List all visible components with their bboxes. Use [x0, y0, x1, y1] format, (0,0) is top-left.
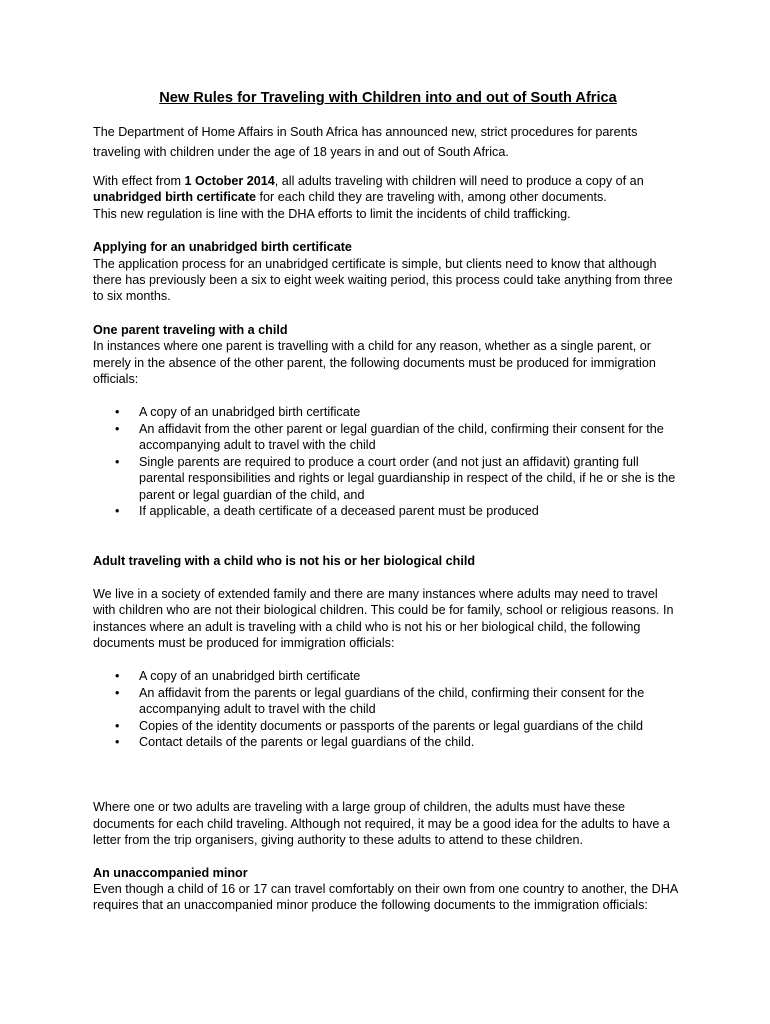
- minor-section: [93, 865, 683, 914]
- bullet-icon: •: [115, 718, 120, 733]
- minor-heading: An unaccompanied minor: [93, 865, 248, 880]
- list-item: [93, 454, 683, 503]
- list-item-text: An affidavit from the other parent or legal guardian of the child, confirming their consent for the accompanying adult to travel with the child: [139, 421, 664, 453]
- bullet-icon: •: [115, 503, 120, 518]
- list-item-text: If applicable, a death certificate of a deceased parent must be produced: [139, 503, 539, 518]
- list-item-text: Copies of the identity documents or passports of the parents or legal guardians of the child: [139, 718, 644, 733]
- effect-paragraph: [93, 173, 683, 222]
- adult-text: We live in a society of extended family and there are many instances where adults may need to travel with children who are not their biological children. This could be for family, school or religious reasons. In instances where an adult is traveling with a child who is not his or her biological child, the following documents must be produced for immigration officials:: [93, 586, 674, 650]
- adult-heading: Adult traveling with a child who is not his or her biological child: [93, 554, 476, 569]
- effect-regulation-line: This new regulation is line with the DHA efforts to limit the incidents of child trafficking.: [93, 206, 571, 221]
- list-item-text: Contact details of the parents or legal guardians of the child.: [139, 734, 475, 749]
- one-parent-section: [93, 322, 683, 388]
- one-parent-document-list: [93, 404, 683, 519]
- effect-text: [93, 173, 683, 206]
- list-item: [93, 421, 683, 454]
- effect-date: 1 October 2014: [184, 174, 275, 188]
- list-item-text: A copy of an unabridged birth certificate: [139, 405, 361, 420]
- list-item-text: Single parents are required to produce a court order (and not just an affidavit) granting full parental responsibilities and rights or legal guardianship in respect of the child, if he or she is the parent or legal guardian of the child, and: [139, 454, 676, 502]
- list-item: [93, 718, 683, 734]
- effect-text-part1: With effect from: [93, 174, 185, 188]
- minor-text: Even though a child of 16 or 17 can travel comfortably on their own from one country to another, the DHA requires that an unaccompanied minor produce the following documents to the immigration officials:: [93, 882, 678, 913]
- bullet-icon: •: [115, 405, 120, 420]
- group-paragraph: Where one or two adults are traveling with a large group of children, the adults must have these documents for each child traveling. Although not required, it may be a good idea for the adults to have a letter from the trip organisers, giving authority to these adults to attend to these children.: [93, 800, 670, 848]
- applying-section: [93, 239, 683, 305]
- intro-paragraph: The Department of Home Affairs in South Africa has announced new, strict procedures for parents traveling with children under the age of 18 years in and out of South Africa.: [93, 125, 638, 159]
- applying-text: The application process for an unabridged certificate is simple, but clients need to know that although there has previously been a six to eight week waiting period, this process could take anything from three to six months.: [93, 256, 673, 304]
- list-item: [93, 734, 683, 750]
- bullet-icon: •: [115, 454, 120, 469]
- bullet-icon: •: [115, 669, 120, 684]
- page-title: New Rules for Traveling with Children into and out of South Africa: [159, 90, 617, 106]
- one-parent-text: In instances where one parent is travelling with a child for any reason, whether as a single parent, or merely in the absence of the other parent, the following documents must be produced for immigration officials:: [93, 339, 656, 387]
- list-item: [93, 668, 683, 684]
- list-item-text: An affidavit from the parents or legal guardians of the child, confirming their consent for the accompanying adult to travel with the child: [139, 685, 645, 717]
- list-item: [93, 404, 683, 420]
- bullet-icon: •: [115, 421, 120, 436]
- bullet-icon: •: [115, 685, 120, 700]
- effect-text-part2: , all adults traveling with children will need to produce a copy of an: [274, 174, 644, 188]
- list-item: [93, 503, 683, 519]
- one-parent-heading: One parent traveling with a child: [93, 322, 288, 337]
- effect-certificate: unabridged birth certificate: [93, 190, 257, 205]
- adult-document-list: [93, 668, 683, 750]
- applying-heading: Applying for an unabridged birth certificate: [93, 240, 352, 255]
- list-item-text: A copy of an unabridged birth certificate: [139, 669, 361, 684]
- bullet-icon: •: [115, 734, 120, 749]
- list-item: [93, 685, 683, 718]
- effect-text-part3: for each child they are traveling with, among other documents.: [256, 190, 607, 205]
- document-body: [93, 88, 683, 914]
